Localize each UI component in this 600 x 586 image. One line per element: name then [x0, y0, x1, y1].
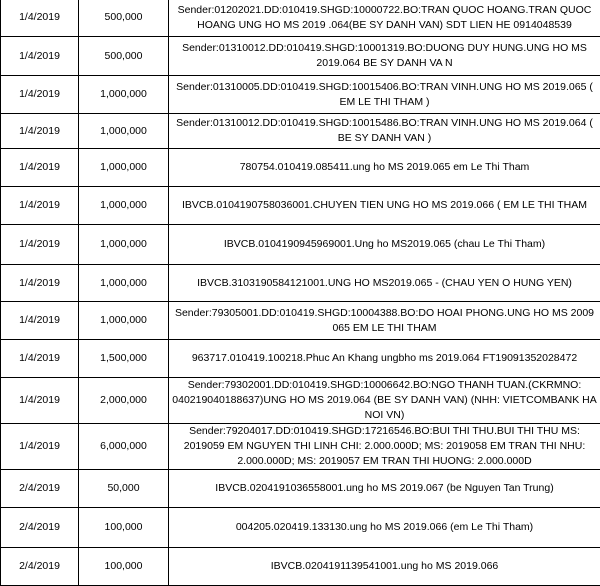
date-cell: 1/4/2019	[1, 37, 79, 76]
description-cell	[169, 225, 600, 265]
description-cell	[169, 114, 600, 149]
description-text: IBVCB.0204191036558001.ung ho MS 2019.067 (be Nguyen Tan Trung)	[172, 481, 597, 496]
amount-cell: 100,000	[79, 548, 169, 586]
table-row	[1, 187, 600, 225]
description-cell	[169, 340, 600, 378]
amount-cell: 1,500,000	[79, 340, 169, 378]
date-cell: 2/4/2019	[1, 548, 79, 586]
description-text: Sender:01310012.DD:010419.SHGD:10015486.BO:TRAN VINH.UNG HO MS 2019.064 ( BE SY DANH VAN )	[172, 116, 597, 146]
table-row	[1, 340, 600, 378]
description-cell	[169, 265, 600, 302]
table-row	[1, 302, 600, 340]
amount-cell: 1,000,000	[79, 149, 169, 187]
date-cell: 2/4/2019	[1, 508, 79, 548]
table-row	[1, 378, 600, 424]
description-text: IBVCB.0104190758036001.CHUYEN TIEN UNG HO MS 2019.066 ( EM LE THI THAM	[172, 198, 597, 213]
amount-cell: 1,000,000	[79, 302, 169, 340]
description-text: 780754.010419.085411.ung ho MS 2019.065 em Le Thi Tham	[172, 160, 597, 175]
description-text: 963717.010419.100218.Phuc An Khang ungbho ms 2019.064 FT19091352028472	[172, 351, 597, 366]
description-cell	[169, 424, 600, 470]
date-cell: 1/4/2019	[1, 187, 79, 225]
table-row	[1, 37, 600, 76]
date-cell: 2/4/2019	[1, 470, 79, 508]
amount-cell: 6,000,000	[79, 424, 169, 470]
date-cell: 1/4/2019	[1, 265, 79, 302]
date-cell: 1/4/2019	[1, 114, 79, 149]
amount-cell: 500,000	[79, 0, 169, 37]
description-cell	[169, 187, 600, 225]
description-cell	[169, 76, 600, 114]
description-text: IBVCB.3103190584121001.UNG HO MS2019.065 - (CHAU YEN O HUNG YEN)	[172, 276, 597, 291]
amount-cell: 1,000,000	[79, 187, 169, 225]
description-cell	[169, 508, 600, 548]
table-row	[1, 424, 600, 470]
description-text: IBVCB.0204191139541001.ung ho MS 2019.066	[172, 559, 597, 574]
date-cell: 1/4/2019	[1, 0, 79, 37]
table-row	[1, 265, 600, 302]
description-text: Sender:01310012.DD:010419.SHGD:10001319.BO:DUONG DUY HUNG.UNG HO MS 2019.064 BE SY DANH VA N	[172, 41, 597, 71]
description-text: Sender:79305001.DD:010419.SHGD:10004388.BO:DO HOAI PHONG.UNG HO MS 2009 065 EM LE THI THAM	[172, 306, 597, 336]
description-text: Sender:01310005.DD:010419.SHGD:10015406.BO:TRAN VINH.UNG HO MS 2019.065 ( EM LE THI THAM )	[172, 80, 597, 110]
table-row	[1, 76, 600, 114]
amount-cell: 2,000,000	[79, 378, 169, 424]
date-cell: 1/4/2019	[1, 340, 79, 378]
description-cell	[169, 548, 600, 586]
description-cell	[169, 378, 600, 424]
description-cell	[169, 37, 600, 76]
table-row	[1, 149, 600, 187]
table-row	[1, 114, 600, 149]
amount-cell: 500,000	[79, 37, 169, 76]
date-cell: 1/4/2019	[1, 76, 79, 114]
description-cell	[169, 0, 600, 37]
date-cell: 1/4/2019	[1, 149, 79, 187]
table-row	[1, 508, 600, 548]
description-text: Sender:79204017.DD:010419.SHGD:17216546.BO:BUI THI THU.BUI THI THU MS: 2019059 EM NGUYEN THI LINH CHI: 2.000.000D; MS: 2019058 EM TRAN THI NHU: 2.000.000D; MS: 2019057 EM TRAN THI HUONG: 2.000.000D	[172, 424, 597, 469]
amount-cell: 1,000,000	[79, 265, 169, 302]
amount-cell: 50,000	[79, 470, 169, 508]
amount-cell: 1,000,000	[79, 114, 169, 149]
amount-cell: 100,000	[79, 508, 169, 548]
date-cell: 1/4/2019	[1, 225, 79, 265]
amount-cell: 1,000,000	[79, 225, 169, 265]
date-cell: 1/4/2019	[1, 424, 79, 470]
amount-cell: 1,000,000	[79, 76, 169, 114]
date-cell: 1/4/2019	[1, 378, 79, 424]
table-row	[1, 225, 600, 265]
date-cell: 1/4/2019	[1, 302, 79, 340]
table-row	[1, 548, 600, 586]
table-row	[1, 470, 600, 508]
description-text: 004205.020419.133130.ung ho MS 2019.066 (em Le Thi Tham)	[172, 520, 597, 535]
description-text: Sender:01202021.DD:010419.SHGD:10000722.BO:TRAN QUOC HOANG.TRAN QUOC HOANG UNG HO MS 2019 .064(BE SY DANH VAN) SDT LIEN HE 0914048539	[172, 3, 597, 33]
description-cell	[169, 149, 600, 187]
description-text: IBVCB.0104190945969001.Ung ho MS2019.065 (chau Le Thi Tham)	[172, 237, 597, 252]
table-row	[1, 0, 600, 37]
description-cell	[169, 302, 600, 340]
description-text: Sender:79302001.DD:010419.SHGD:10006642.BO:NGO THANH TUAN.(CKRMNO: 040219040188637)UNG HO MS 2019.064 (BE SY DANH VAN) (NHH: VIETCOMBANK HA NOI VN)	[172, 378, 597, 423]
description-cell	[169, 470, 600, 508]
